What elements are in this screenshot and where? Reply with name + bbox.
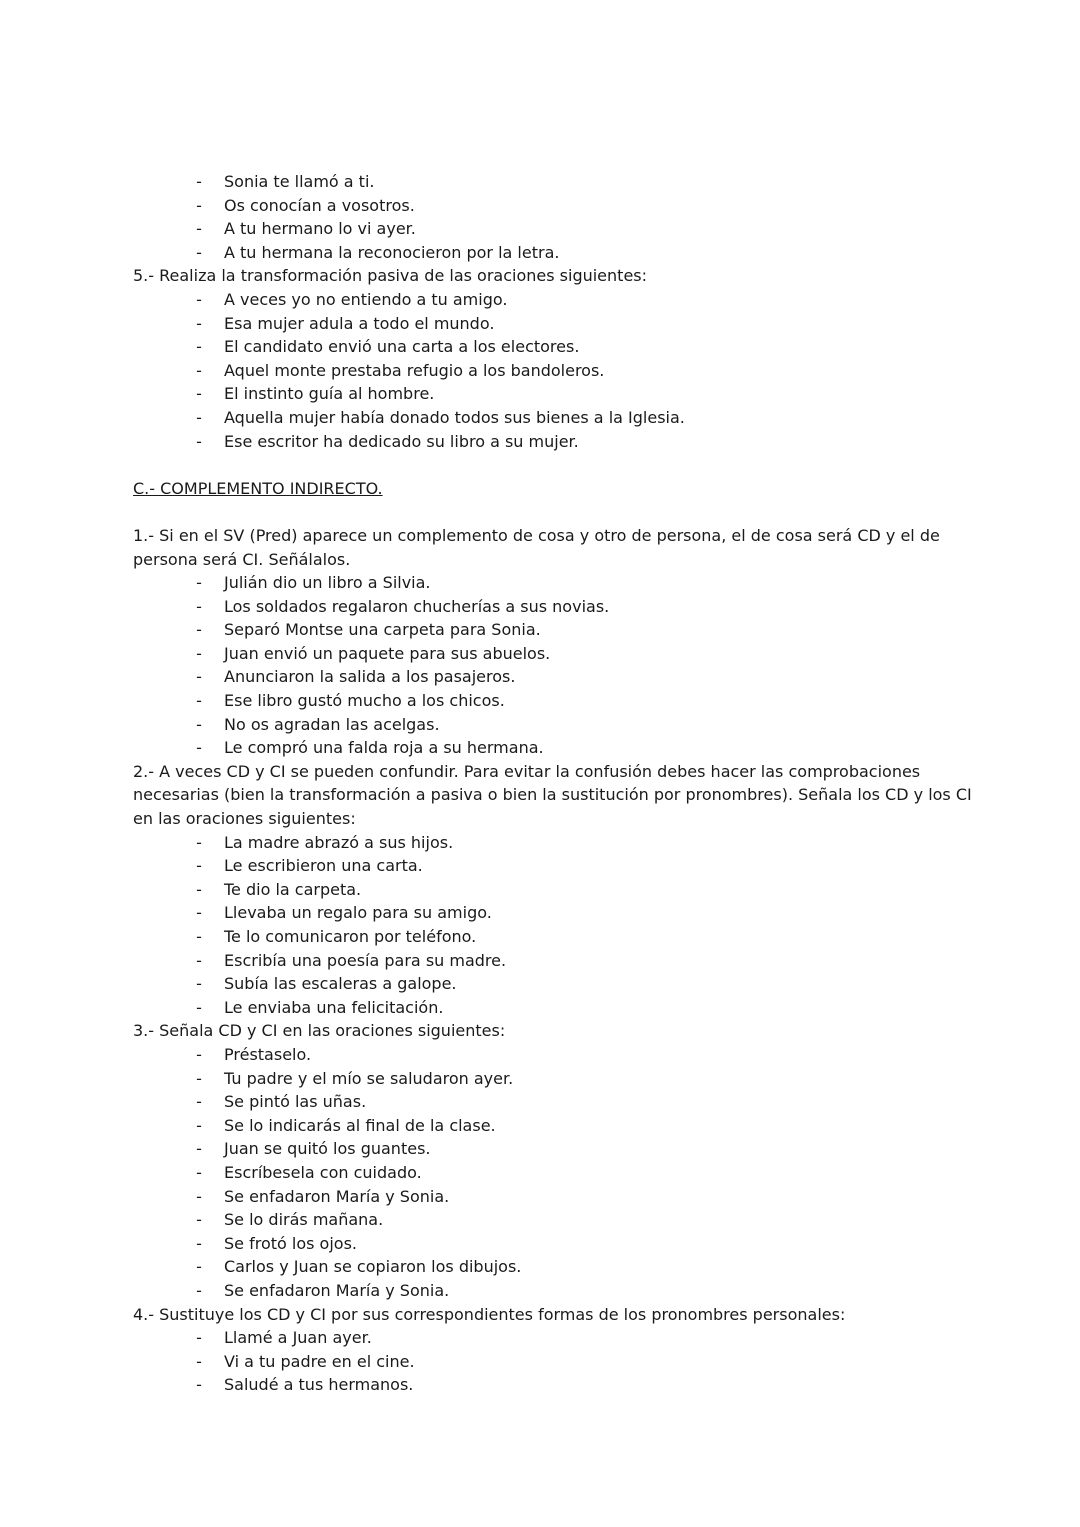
- list-item: - Saludé a tus hermanos.: [0, 1373, 1080, 1397]
- list-item: - Se lo dirás mañana.: [0, 1208, 1080, 1232]
- list-item: - Julián dio un libro a Silvia.: [0, 571, 1080, 595]
- list-item: - Se enfadaron María y Sonia.: [0, 1185, 1080, 1209]
- bullet-dash: -: [196, 927, 202, 946]
- bullet-dash: -: [196, 337, 202, 357]
- exercise-3-title: 3.- Señala CD y CI en las oraciones siguientes:: [133, 1021, 506, 1041]
- bullet-dash: -: [196, 856, 202, 876]
- list-item: - Préstaselo.: [0, 1043, 1080, 1067]
- bullet-dash: -: [196, 573, 202, 593]
- bullet-dash: -: [196, 879, 202, 899]
- bullet-dash: -: [196, 643, 202, 663]
- list-item: - Te lo comunicaron por teléfono.: [0, 925, 1080, 949]
- list-item: - Se enfadaron María y Sonia.: [0, 1279, 1080, 1303]
- bullet-dash: -: [196, 903, 202, 923]
- bullet-dash: -: [196, 832, 202, 852]
- bullet-dash: -: [196, 1328, 202, 1348]
- list-item: - Vi a tu padre en el cine.: [0, 1350, 1080, 1374]
- list-item: - Juan se quitó los guantes.: [0, 1137, 1080, 1161]
- bullet-dash: -: [196, 667, 202, 687]
- bullet-dash: -: [196, 620, 202, 640]
- list-item: - Te dio la carpeta.: [0, 878, 1080, 902]
- bullet-dash: -: [196, 242, 202, 262]
- exercise-4-list: [0, 1326, 1080, 1397]
- list-item: - Esa mujer adula a todo el mundo.: [0, 312, 1080, 336]
- bullet-dash: -: [196, 997, 202, 1017]
- list-item: - El candidato envió una carta a los electores.: [0, 335, 1080, 359]
- list-item: - Se frotó los ojos.: [0, 1232, 1080, 1256]
- list-item: - Escríbesela con cuidado.: [0, 1161, 1080, 1185]
- bullet-dash: -: [196, 1375, 202, 1395]
- bullet-dash: -: [196, 172, 202, 191]
- list-item: - Os conocían a vosotros.: [0, 194, 1080, 218]
- bullet-dash: -: [196, 289, 202, 309]
- list-item: - Aquella mujer había donado todos sus bienes a la Iglesia.: [0, 406, 1080, 430]
- bullet-dash: -: [196, 691, 202, 711]
- bullet-dash: -: [196, 195, 202, 215]
- list-item: - Ese libro gustó mucho a los chicos.: [0, 689, 1080, 713]
- list-item: - Llamé a Juan ayer.: [0, 1326, 1080, 1350]
- exercise-2-list: [0, 831, 1080, 1020]
- list-item: - Aquel monte prestaba refugio a los bandoleros.: [0, 359, 1080, 383]
- bullet-dash: -: [196, 1210, 202, 1230]
- bullet-dash: -: [196, 1162, 202, 1182]
- bullet-dash: -: [196, 738, 202, 758]
- list-item: - Llevaba un regalo para su amigo.: [0, 901, 1080, 925]
- list-continuation: [0, 170, 1080, 264]
- bullet-dash: -: [196, 313, 202, 333]
- list-item: - Escribía una poesía para su madre.: [0, 949, 1080, 973]
- spacer: [0, 500, 1080, 524]
- section-c-heading: C.- COMPLEMENTO INDIRECTO.: [133, 478, 383, 498]
- list-item: - Le escribieron una carta.: [0, 854, 1080, 878]
- bullet-dash: -: [196, 714, 202, 734]
- bullet-dash: -: [196, 1139, 202, 1159]
- worksheet-page: [0, 170, 1080, 1397]
- list-item: - Carlos y Juan se copiaron los dibujos.: [0, 1255, 1080, 1279]
- bullet-dash: -: [196, 407, 202, 427]
- bullet-dash: -: [196, 596, 202, 616]
- list-item: - Anunciaron la salida a los pasajeros.: [0, 665, 1080, 689]
- list-item: - Tu padre y el mío se saludaron ayer.: [0, 1067, 1080, 1091]
- bullet-dash: -: [196, 1115, 202, 1135]
- list-item: - A tu hermana la reconocieron por la letra.: [0, 241, 1080, 265]
- bullet-dash: -: [196, 974, 202, 994]
- bullet-dash: -: [196, 950, 202, 970]
- list-item: - Le compró una falda roja a su hermana.: [0, 736, 1080, 760]
- bullet-dash: -: [196, 1092, 202, 1112]
- bullet-dash: -: [196, 1351, 202, 1371]
- bullet-dash: -: [196, 1280, 202, 1300]
- bullet-dash: -: [196, 1233, 202, 1253]
- list-item: - Separó Montse una carpeta para Sonia.: [0, 618, 1080, 642]
- list-item: - Sonia te llamó a ti.: [0, 170, 1080, 194]
- bullet-dash: -: [196, 431, 202, 451]
- list-item: - No os agradan las acelgas.: [0, 713, 1080, 737]
- bullet-dash: -: [196, 384, 202, 404]
- list-item: - Subía las escaleras a galope.: [0, 972, 1080, 996]
- exercise-4-title: 4.- Sustituye los CD y CI por sus correspondientes formas de los pronombres personales:: [133, 1304, 846, 1324]
- list-item: - Le enviaba una felicitación.: [0, 996, 1080, 1020]
- list-item: - A tu hermano lo vi ayer.: [0, 217, 1080, 241]
- exercise-5-title: 5.- Realiza la transformación pasiva de las oraciones siguientes:: [133, 266, 648, 286]
- exercise-2-title: 2.- A veces CD y CI se pueden confundir. Para evitar la confusión debes hacer las comprobaciones necesarias (bien la transformación a pasiva o bien la sustitución por pronombres). Señala los CD y los CI en las oraciones siguientes:: [133, 761, 972, 829]
- list-item: - Juan envió un paquete para sus abuelos.: [0, 642, 1080, 666]
- list-item: - Ese escritor ha dedicado su libro a su mujer.: [0, 430, 1080, 454]
- bullet-dash: -: [196, 1044, 202, 1064]
- bullet-dash: -: [196, 360, 202, 380]
- bullet-dash: -: [196, 219, 202, 239]
- list-item: - La madre abrazó a sus hijos.: [0, 831, 1080, 855]
- exercise-5-list: [0, 288, 1080, 453]
- exercise-1-title: 1.- Si en el SV (Pred) aparece un complemento de cosa y otro de persona, el de cosa será CD y el de persona será CI. Señálalos.: [133, 525, 940, 569]
- list-item: - El instinto guía al hombre.: [0, 382, 1080, 406]
- exercise-1-list: [0, 571, 1080, 760]
- bullet-dash: -: [196, 1257, 202, 1277]
- bullet-dash: -: [196, 1186, 202, 1206]
- exercise-3-list: [0, 1043, 1080, 1303]
- spacer: [0, 453, 1080, 477]
- list-item: - A veces yo no entiendo a tu amigo.: [0, 288, 1080, 312]
- bullet-dash: -: [196, 1068, 202, 1088]
- list-item: - Los soldados regalaron chucherías a sus novias.: [0, 595, 1080, 619]
- list-item: - Se lo indicarás al final de la clase.: [0, 1114, 1080, 1138]
- list-item: - Se pintó las uñas.: [0, 1090, 1080, 1114]
